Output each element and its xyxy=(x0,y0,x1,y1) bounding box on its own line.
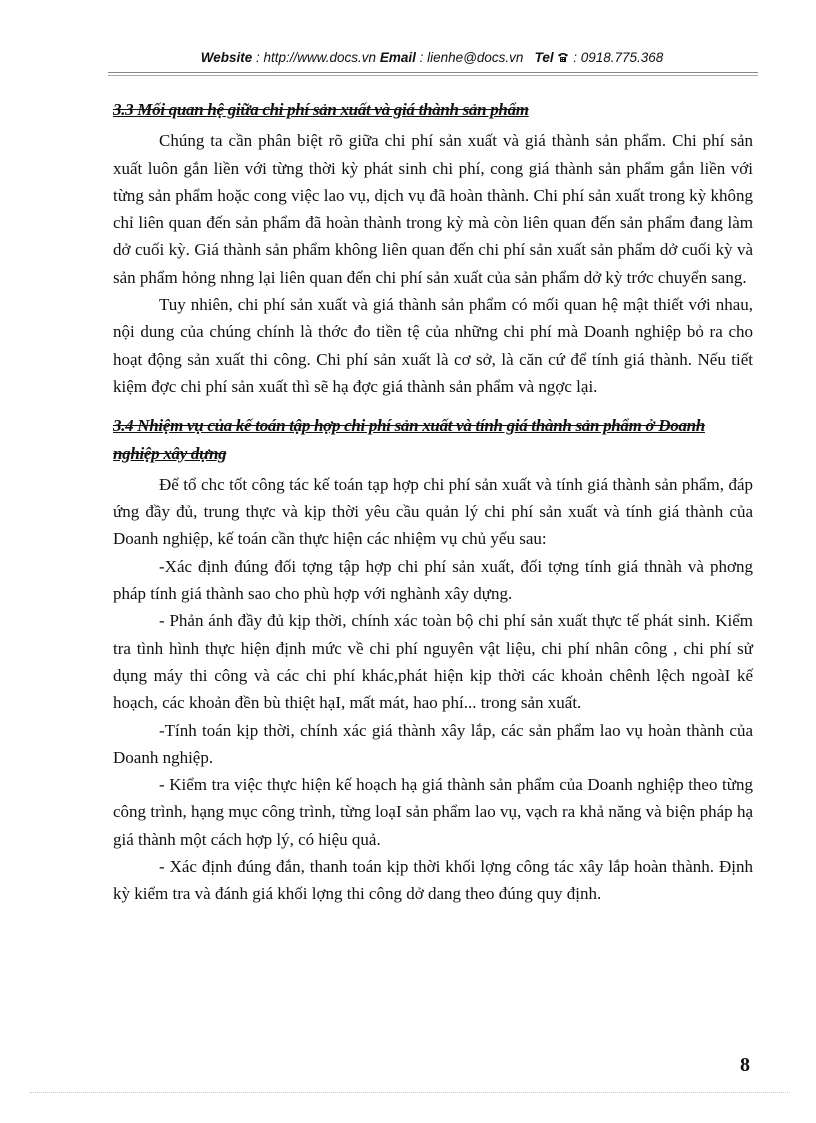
email-label: Email xyxy=(379,50,416,65)
section-3-4-paragraph-6: - Xác định đúng đắn, thanh toán kịp thời khối lợng công tác xây lắp hoàn thành. Định kỳ kiểm tra và đánh giá khối lợng thi công dở dang theo đúng quy định. xyxy=(113,857,753,904)
website-label: Website xyxy=(200,50,253,65)
tel-label: Tel xyxy=(534,50,554,65)
document-body xyxy=(113,96,753,908)
section-3-3-paragraph-1: Chúng ta cần phân biệt rõ giữa chi phí sản xuất và giá thành sản phẩm. Chi phí sản xuất luôn gắn liền với từng thời kỳ phát sinh chi phí, cong giá thành sản phẩm gắn liền với từng sản phẩm hoặc cong việc lao vụ, dịch vụ đã hoàn thành. Chi phí sản xuất trong kỳ không chỉ liên quan đến sản phẩm đã hoàn thành trong kỳ mà còn liên quan đến sản phẩm đang làm dở cuối kỳ. Giá thành sản phẩm không liên quan đến chi phí sản xuất sản phẩm dở cuối kỳ và sản phẩm hỏng nhng lại liên quan đến chi phí sản xuất của sản phẩm dở kỳ trớc chuyển sang. xyxy=(113,131,753,287)
section-3-4-paragraph-4: -Tính toán kịp thời, chính xác giá thành xây lắp, các sản phẩm lao vụ hoàn thành của Doanh nghiệp. xyxy=(113,720,753,767)
section-3-4-paragraph-5: - Kiểm tra việc thực hiện kế hoạch hạ giá thành sản phẩm của Doanh nghiệp theo từng công trình, hạng mục công trình, từng loạI sản phẩm lao vụ, vạch ra khả năng và biện pháp hạ giá thành một cách hợp lý, có hiệu quả. xyxy=(113,775,753,849)
page-header xyxy=(108,49,756,67)
section-3-4-paragraph-2: -Xác định đúng đối tợng tập hợp chi phí sản xuất, đối tợng tính giá thnàh và phơng pháp tính giá thành sao cho phù hợp với nghành xây dựng. xyxy=(113,556,753,604)
section-3-3-heading: 3.3 Mối quan hệ giữa chi phí sản xuất và giá thành sản phẩm xyxy=(113,100,529,119)
section-3-4-paragraph-3: - Phản ánh đầy đủ kịp thời, chính xác toàn bộ chi phí sản xuất thực tế phát sinh. Kiểm tra tình hình thực hiện định mức về chi phí nguyên vật liệu, chi phí nhân công , chi phí sử dụng máy thi công và các chi phí khác,phát hiện kịp thời các khoản chênh lệch ngoàI kế hoạch, các khoản đền bù thiệt hạI, mất mát, hao phí... trong sản xuất. xyxy=(113,611,753,713)
footer-divider xyxy=(30,1092,790,1093)
email-separator: : xyxy=(415,50,428,65)
section-3-3-paragraph-2: Tuy nhiên, chi phí sản xuất và giá thành sản phẩm có mối quan hệ mật thiết với nhau, nội dung của chúng chính là thớc đo tiền tệ của những chi phí mà Doanh nghiệp bỏ ra cho hoạt động sản xuất thi công. Chi phí sản xuất là cơ sở, là căn cứ để tính giá thành. Nếu tiết kiệm đợc chi phí sản xuất thì sẽ hạ đợc giá thành sản phẩm và ngợc lại. xyxy=(113,295,753,396)
page-number: 8 xyxy=(740,1054,750,1076)
phone-icon xyxy=(557,50,569,61)
tel-number: : 0918.775.368 xyxy=(569,50,664,65)
header-divider xyxy=(108,72,758,73)
website-separator: : xyxy=(252,50,264,65)
section-3-4-paragraph-1: Để tổ chc tốt công tác kế toán tạp hợp chi phí sản xuất và tính giá thành sản phẩm, đáp ứng đầy đủ, trung thực và kịp thời yêu cầu quản lý chi phí sản xuất và tính giá thành của Doanh nghiệp, kế toán cần thực hiện các nhiệm vụ chủ yếu sau: xyxy=(113,474,753,549)
section-3-4-heading: 3.4 Nhiệm vụ của kế toán tập hợp chi phí sản xuất và tính giá thành sản phẩm ở Doanh nghiệp xây dựng xyxy=(113,416,705,463)
email-address: lienhe@docs.vn xyxy=(427,50,524,65)
website-url: http://www.docs.vn xyxy=(263,50,377,65)
header-divider-secondary xyxy=(108,75,758,76)
